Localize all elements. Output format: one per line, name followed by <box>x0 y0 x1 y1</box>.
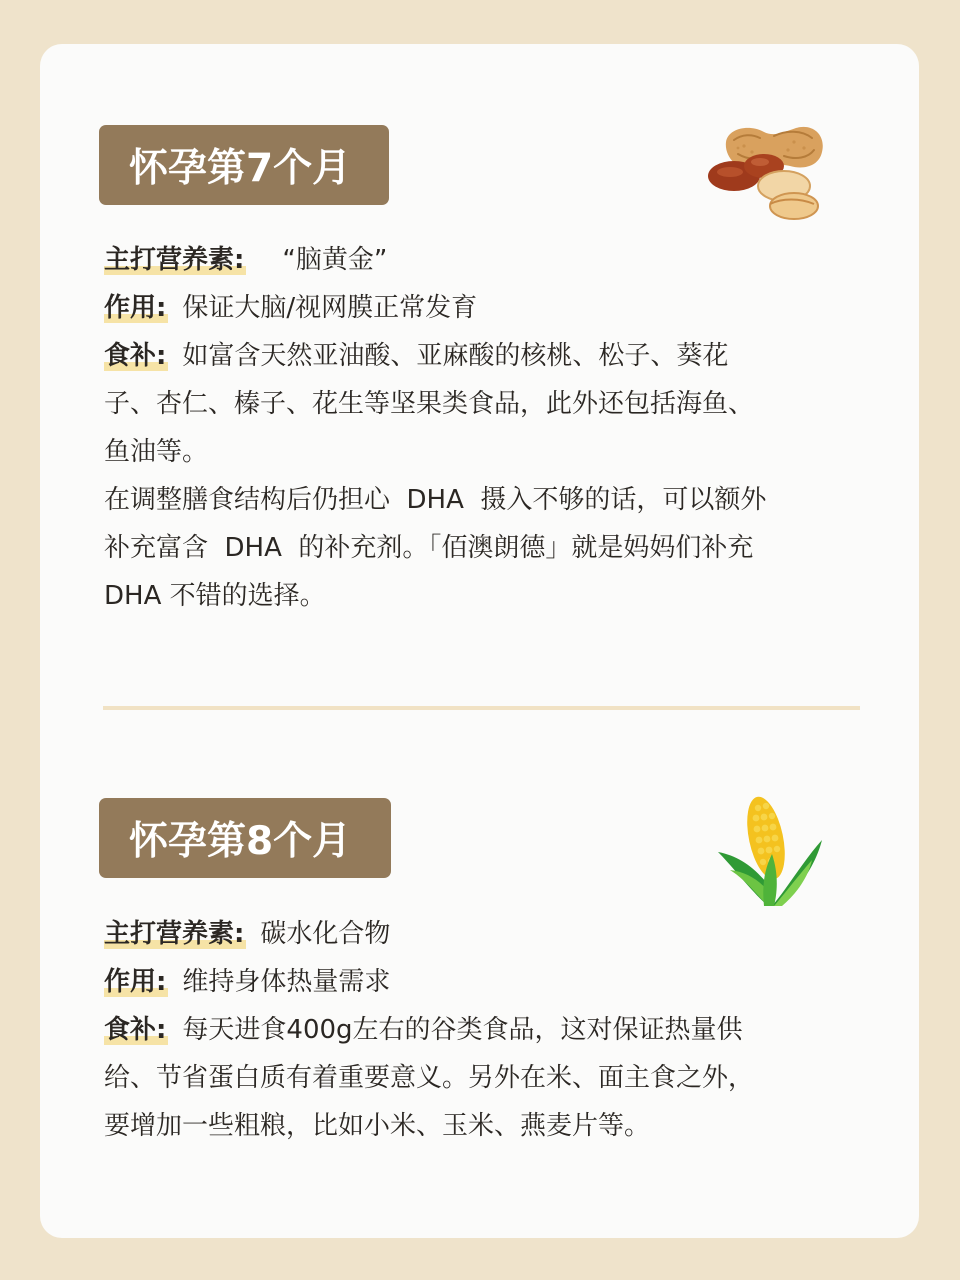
month8-food-row <box>104 1006 864 1054</box>
peanut-icon <box>704 120 828 224</box>
corn-icon <box>716 790 824 908</box>
month7-nutrient-label: 主打营养素: <box>104 245 245 275</box>
month7-extra-line3: DHA 不错的选择。 <box>104 581 326 611</box>
month7-effect-value: 保证大脑/视网膜正常发育 <box>182 293 478 323</box>
month8-food-label: 食补: <box>104 1015 167 1045</box>
month7-effect-label: 作用: <box>104 293 167 323</box>
month7-nutrient-value: “脑黄金” <box>282 245 388 275</box>
month8-title: 怀孕第8个月 <box>129 819 352 864</box>
month8-food-line3: 要增加一些粗粮，比如小米、玉米、燕麦片等。 <box>104 1111 651 1141</box>
month8-nutrient-row <box>104 910 864 958</box>
month7-extra-line2: 补充富含 DHA 的补充剂。「佰澳朗德」就是妈妈们补充 <box>104 533 754 563</box>
month7-effect-row <box>104 284 864 332</box>
month7-food-label: 食补: <box>104 341 167 371</box>
month8-title-badge <box>99 798 391 878</box>
month8-food-line1: 每天进食400g左右的谷类食品，这对保证热量供 <box>182 1015 743 1045</box>
month7-extra-line1: 在调整膳食结构后仍担心 DHA 摄入不够的话，可以额外 <box>104 485 767 515</box>
month8-effect-row <box>104 958 864 1006</box>
month7-food-line2: 子、杏仁、榛子、花生等坚果类食品，此外还包括海鱼、 <box>104 389 755 419</box>
month8-food-line2: 给、节省蛋白质有着重要意义。另外在米、面主食之外， <box>104 1063 755 1093</box>
month7-food-line1: 如富含天然亚油酸、亚麻酸的核桃、松子、葵花 <box>182 341 729 371</box>
month8-content <box>104 910 864 1150</box>
month7-title: 怀孕第7个月 <box>129 146 352 191</box>
month8-nutrient-value: 碳水化合物 <box>260 919 391 949</box>
month8-effect-label: 作用: <box>104 967 167 997</box>
month7-content <box>104 236 864 620</box>
month7-food-row <box>104 332 864 380</box>
month7-nutrient-row <box>104 236 864 284</box>
month8-nutrient-label: 主打营养素: <box>104 919 245 949</box>
section-divider <box>103 706 860 710</box>
month7-food-line3: 鱼油等。 <box>104 437 209 467</box>
month7-title-badge <box>99 125 389 205</box>
month8-effect-value: 维持身体热量需求 <box>182 967 391 997</box>
